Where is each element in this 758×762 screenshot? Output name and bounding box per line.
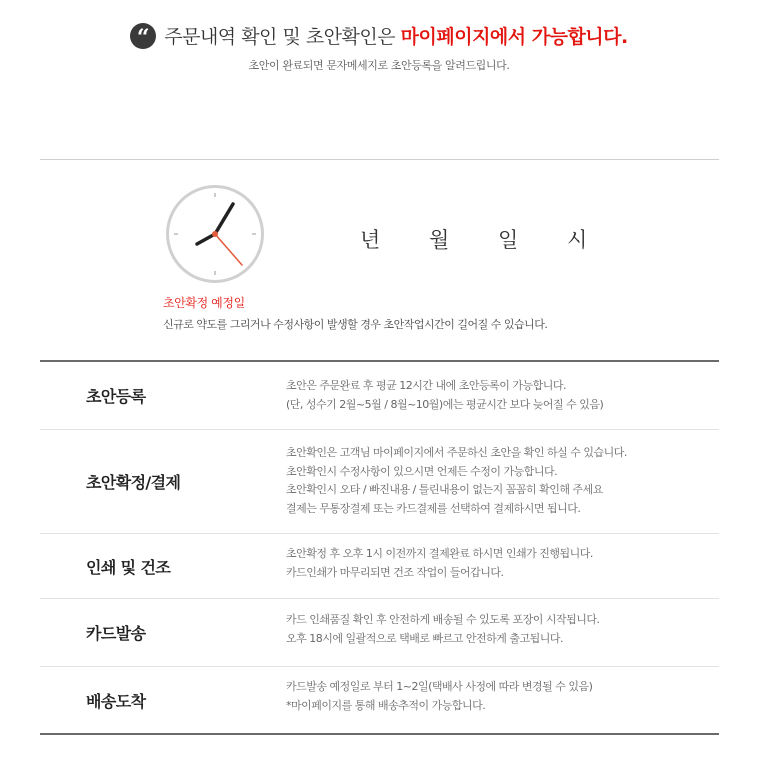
estimate-label: 초안확정 예정일 bbox=[163, 296, 245, 310]
quote-icon: “ bbox=[130, 23, 156, 49]
step-card-shipping bbox=[40, 599, 719, 667]
process-steps bbox=[40, 362, 719, 733]
step-line: 결제는 무통장결제 또는 카드결제를 선택하여 결제하시면 됩니다. bbox=[286, 501, 581, 515]
estimate-note: 신규로 약도를 그리거나 수정사항이 발생할 경우 초안작업시간이 길어질 수 있습니다. bbox=[163, 318, 548, 331]
divider-steps-bottom bbox=[40, 733, 719, 735]
step-title: 초안확정/결제 bbox=[86, 473, 181, 492]
step-description bbox=[286, 377, 603, 414]
step-line: *마이페이지를 통해 배송추적이 가능합니다. bbox=[286, 698, 486, 712]
header bbox=[0, 22, 758, 73]
step-description bbox=[286, 611, 600, 648]
step-draft-registration bbox=[40, 362, 719, 430]
step-draft-confirm-payment bbox=[40, 430, 719, 534]
divider-top bbox=[40, 159, 719, 160]
unit-year: 년 bbox=[360, 228, 381, 252]
step-description bbox=[286, 444, 627, 518]
page-title bbox=[164, 22, 628, 49]
step-line: 카드 인쇄품질 확인 후 안전하게 배송될 수 있도록 포장이 시작됩니다. bbox=[286, 613, 600, 626]
step-line: (단, 성수기 2월~5월 / 8월~10월)에는 평균시간 보다 늦어질 수 있음) bbox=[286, 397, 604, 411]
date-units bbox=[360, 224, 636, 254]
title-line bbox=[0, 22, 758, 49]
unit-hour: 시 bbox=[567, 228, 588, 252]
unit-month: 월 bbox=[429, 228, 450, 252]
step-line: 초안은 주문완료 후 평균 12시간 내에 초안등록이 가능합니다. bbox=[286, 379, 566, 392]
step-description bbox=[286, 545, 593, 582]
step-title: 카드발송 bbox=[86, 624, 146, 643]
step-line: 카드인쇄가 마무리되면 건조 작업이 들어갑니다. bbox=[286, 565, 504, 579]
step-line: 초안확인시 오타 / 빠진내용 / 틀린내용이 없는지 꼼꼼히 확인해 주세요 bbox=[286, 483, 603, 496]
title-prefix: 주문내역 확인 및 초안확인은 bbox=[164, 26, 401, 48]
step-line: 초안확인시 수정사항이 있으시면 언제든 수정이 가능합니다. bbox=[286, 464, 558, 478]
page-subtitle: 초안이 완료되면 문자메세지로 초안등록을 알려드립니다. bbox=[248, 59, 510, 72]
unit-day: 일 bbox=[498, 228, 519, 252]
step-line: 카드발송 예정일로 부터 1~2일(택배사 사정에 따라 변경될 수 있음) bbox=[286, 680, 593, 693]
step-line: 초안확인은 고객님 마이페이지에서 주문하신 초안을 확인 하실 수 있습니다. bbox=[286, 446, 627, 459]
step-title: 초안등록 bbox=[86, 387, 146, 406]
step-title: 배송도착 bbox=[86, 691, 146, 711]
step-line: 초안확정 후 오후 1시 이전까지 결제완료 하시면 인쇄가 진행됩니다. bbox=[286, 547, 593, 560]
clock-icon bbox=[166, 185, 264, 283]
step-line: 오후 18시에 일괄적으로 택배로 빠르고 안전하게 출고됩니다. bbox=[286, 631, 563, 645]
step-delivery-arrival bbox=[40, 667, 719, 733]
step-printing-drying bbox=[40, 534, 719, 599]
step-description bbox=[286, 678, 592, 715]
title-accent: 마이페이지에서 가능합니다. bbox=[400, 26, 628, 48]
step-title: 인쇄 및 건조 bbox=[86, 557, 171, 577]
